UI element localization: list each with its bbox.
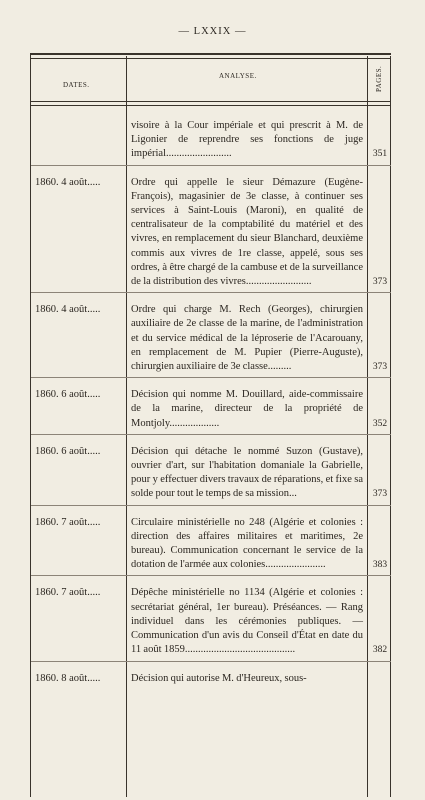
entry-analysis: Ordre qui charge M. Rech (Georges), chirurgien auxiliaire de 2e classe de la marine, de l'administration et du service médical de la léproserie de l'Acarouany, en remplacement de M. Pupier (Pierre-Auguste), chirurgien auxiliaire de 3e classe......... (131, 304, 363, 373)
row-divider (31, 434, 391, 435)
entry-page: 373 (372, 362, 388, 373)
entry-date: 1860. 7 août..... (35, 516, 101, 528)
entry-analysis: Ordre qui appelle le sieur Démazure (Eugène-François), magasinier de 3e classe, à continuer ses services à Saint-Louis (Maroni), en qualité de centralisateur de la comptabilité du matériel et des vivres, en remplacement du sieur Blanchard, deuxième commis aux vivres de 1re classe, appelé, sous ses ordres, à être chargé de la cambuse et de la surveillance de la distribution des vivres......................... (131, 176, 363, 288)
table-row (31, 672, 391, 686)
entry-date: 1860. 8 août..... (35, 672, 101, 684)
entry-analysis: visoire à la Cour impériale et qui prescrit à M. de Ligonier de reprendre ses fonctions de juge impérial......................... (131, 120, 363, 160)
entry-date: 1860. 6 août..... (35, 445, 101, 457)
entry-page: 373 (372, 489, 388, 500)
entry-analysis: Circulaire ministérielle no 248 (Algérie et colonies : direction des affaires militaires et maritimes, 2e bureau). Communication concernant le service de la dotation de l'armée aux colonies....................... (131, 516, 363, 571)
table-row (31, 176, 391, 290)
entry-analysis: Décision qui détache le nommé Suzon (Gustave), ouvrier d'art, sur l'habitation domaniale la Gabrielle, pour y effectuer divers travaux de réparations, et fixe sa solde pour tout le temps de sa mission... (131, 445, 363, 500)
index-table (30, 53, 391, 797)
entry-analysis: Décision qui autorise M. d'Heureux, sous- (131, 672, 307, 684)
entry-date: 1860. 7 août..... (35, 587, 101, 599)
table-header (31, 53, 391, 103)
entry-page: 382 (372, 645, 388, 656)
entry-page: 352 (372, 418, 388, 429)
row-divider (31, 575, 391, 576)
table-row (31, 119, 391, 162)
row-divider (31, 505, 391, 506)
entry-analysis: Dépêche ministérielle no 1134 (Algérie et colonies : secrétariat général, 1er bureau). Préséances. — Rang individuel dans les cérémonies publiques. — Communication d'un avis du Conseil d'État en date du 11 août 1859.......................................... (131, 587, 363, 656)
row-divider (31, 661, 391, 662)
entry-date: 1860. 4 août..... (35, 304, 101, 316)
entries-list (31, 119, 391, 686)
entry-analysis: Décision qui nomme M. Douillard, aide-commissaire de la marine, directeur de la propriété de Montjoly................... (131, 389, 363, 429)
row-divider (31, 292, 391, 293)
header-dates: DATES. (63, 81, 90, 89)
row-divider (31, 377, 391, 378)
entry-page: 383 (372, 560, 388, 571)
header-pages: PAGES. (375, 65, 383, 93)
page-number: — LXXIX — (178, 26, 247, 37)
row-divider (31, 165, 391, 166)
entry-date: 1860. 6 août..... (35, 389, 101, 401)
header-rule (31, 101, 391, 106)
table-row (31, 586, 391, 657)
header-analyse: ANALYSE. (219, 72, 257, 80)
table-row (31, 388, 391, 431)
entry-page: 351 (372, 149, 388, 160)
table-row (31, 516, 391, 573)
entry-page: 373 (372, 277, 388, 288)
table-row (31, 445, 391, 502)
entry-date: 1860. 4 août..... (35, 176, 101, 188)
table-row (31, 303, 391, 374)
